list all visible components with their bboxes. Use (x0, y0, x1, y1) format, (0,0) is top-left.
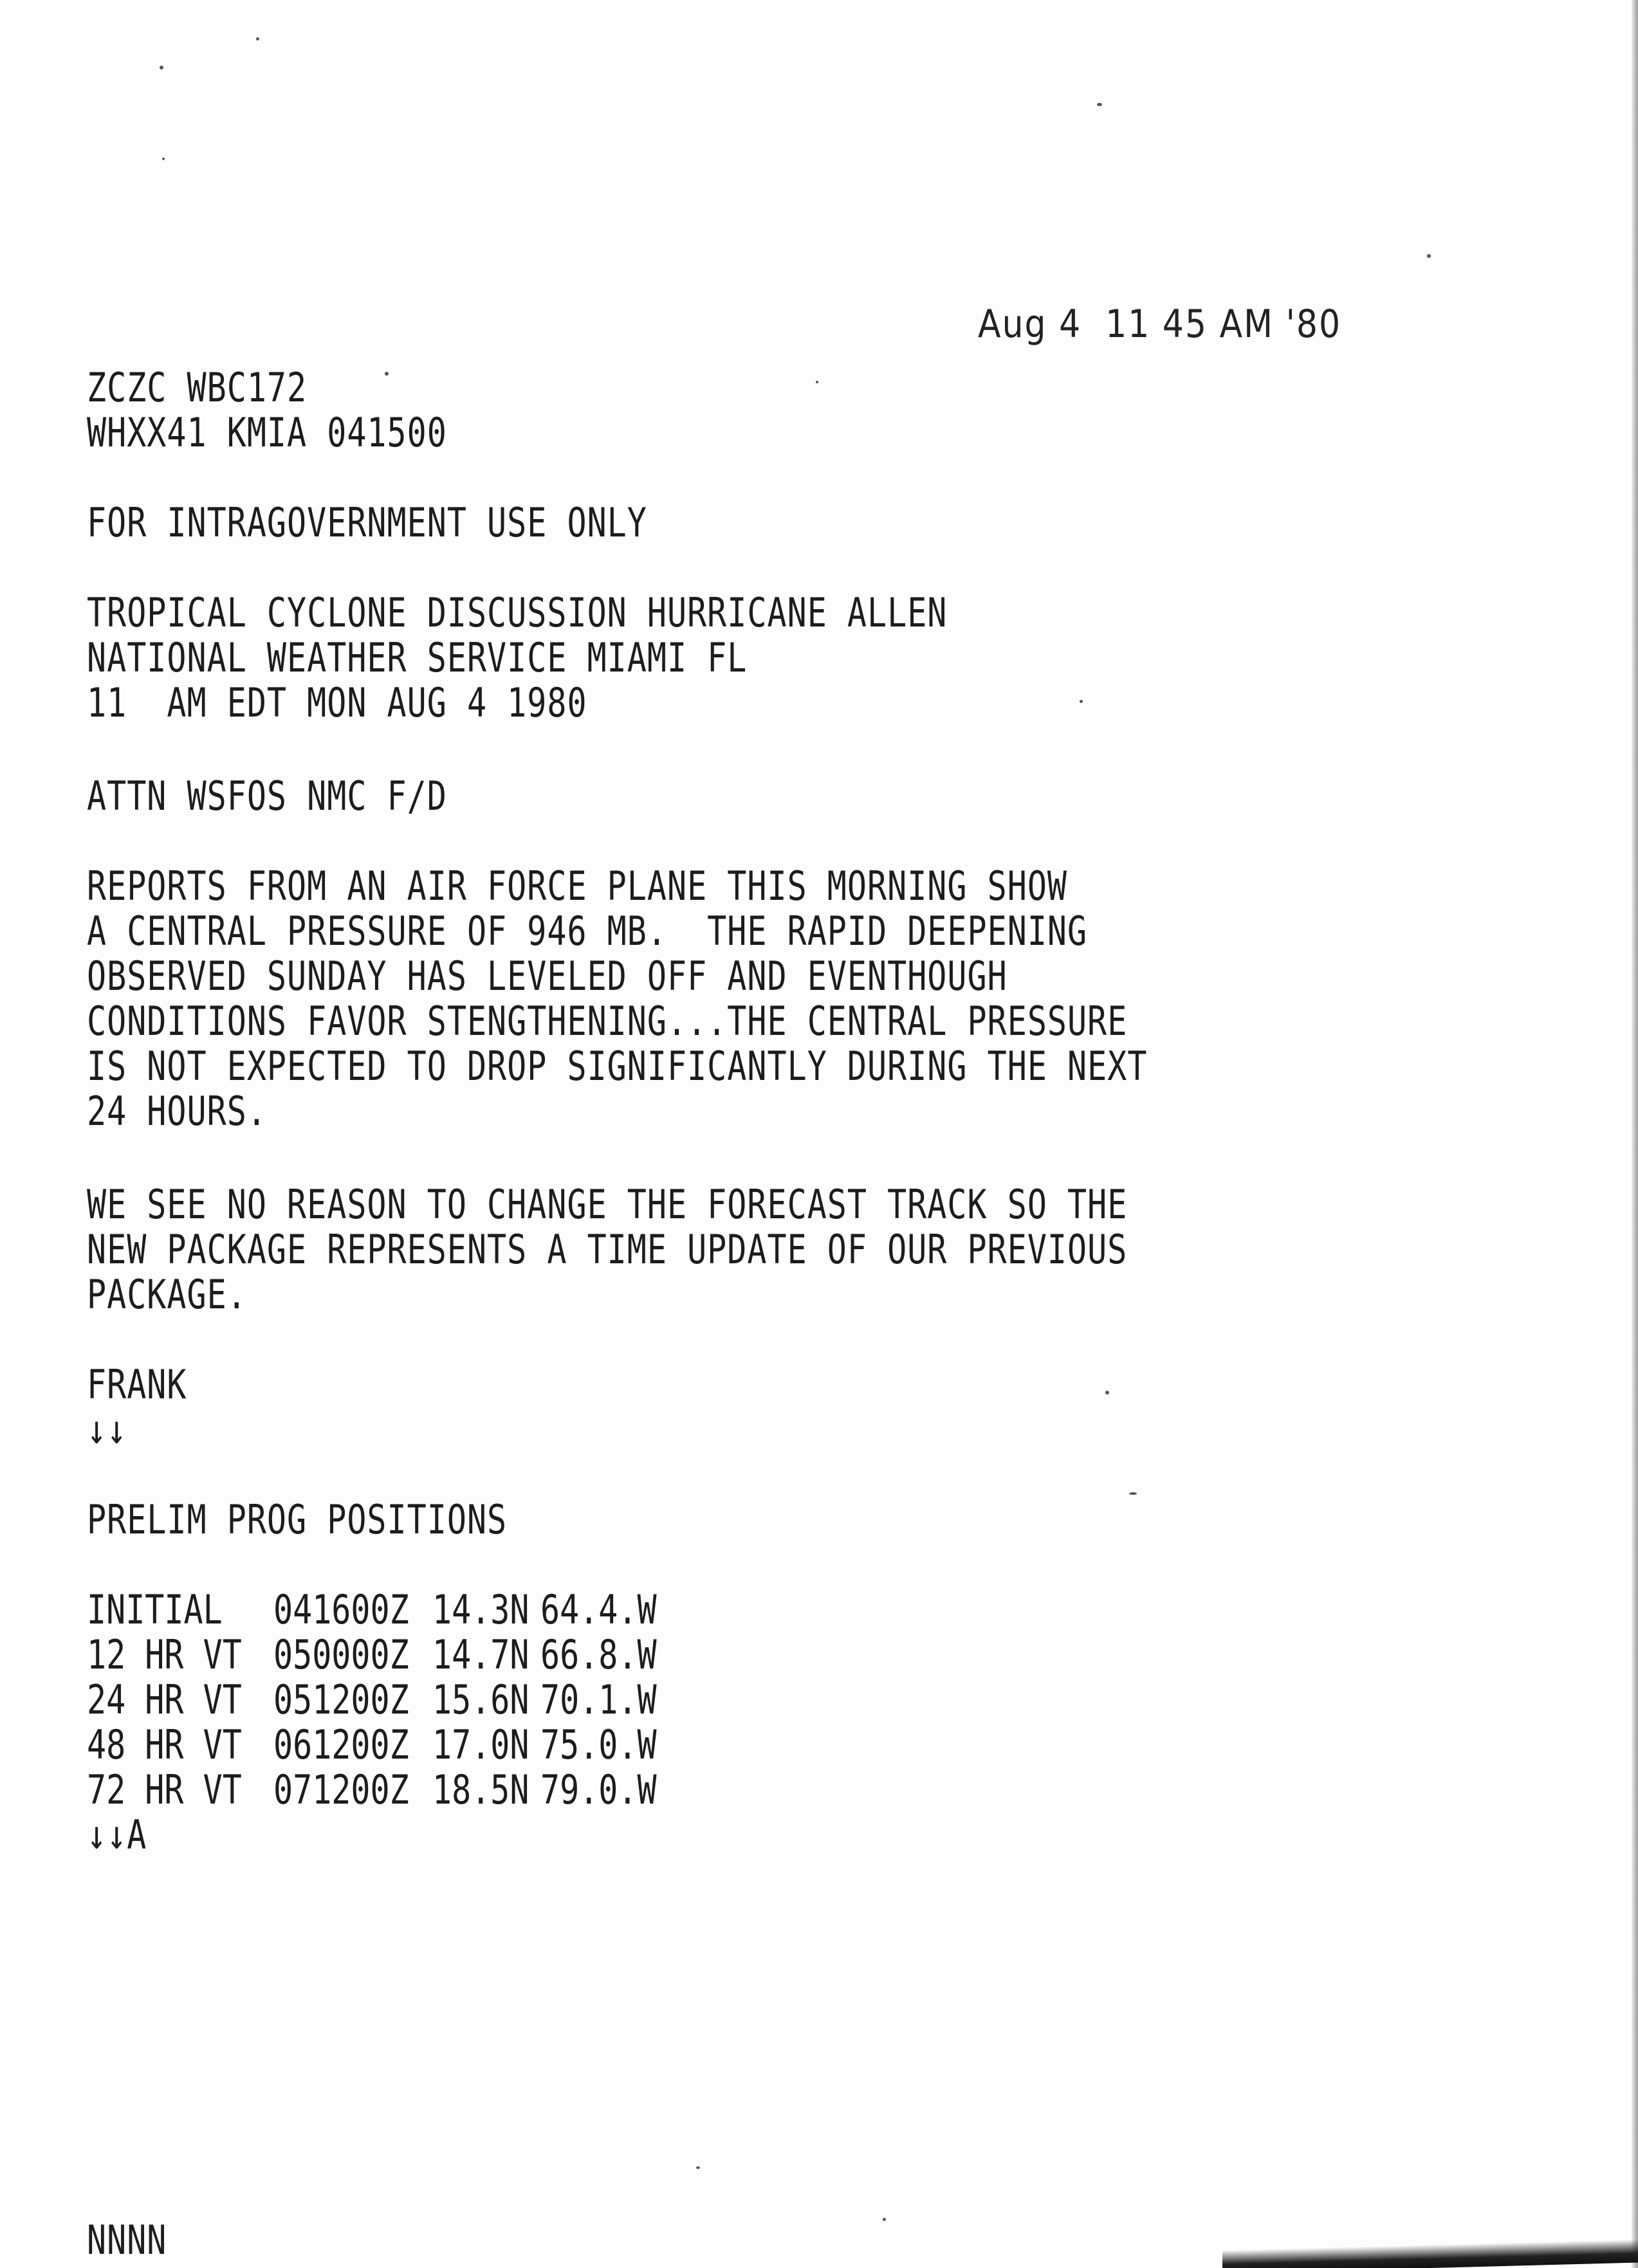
paragraph-2-line: WE SEE NO REASON TO CHANGE THE FORECAST TRACK SO THE (87, 1181, 1128, 1228)
prog-longitude: 75.0.W (540, 1721, 657, 1768)
end-marker: ↓↓ (87, 1406, 127, 1453)
title-line-2: NATIONAL WEATHER SERVICE MIAMI FL (87, 634, 748, 681)
prog-longitude: 79.0.W (540, 1766, 657, 1813)
prog-label: 24 HR VT (87, 1676, 242, 1723)
prog-latitude: 14.7N (432, 1631, 529, 1678)
prog-label: INITIAL (87, 1586, 223, 1633)
scan-speck (1129, 1492, 1137, 1495)
prog-time: 050000Z (273, 1631, 409, 1678)
paragraph-1-line: OBSERVED SUNDAY HAS LEVELED OFF AND EVENTHOUGH (87, 953, 1008, 1000)
scan-speck (385, 372, 389, 376)
title-line-3: 11 AM EDT MON AUG 4 1980 (87, 679, 587, 726)
scan-edge-shadow (1632, 0, 1638, 2268)
scan-speck (1097, 103, 1102, 106)
message-terminator: NNNN (87, 2217, 167, 2263)
paragraph-1-line: A CENTRAL PRESSURE OF 946 MB. THE RAPID DEEPENING (87, 908, 1088, 955)
scan-speck (1427, 254, 1431, 258)
paragraph-2-line: PACKAGE. (87, 1271, 247, 1318)
prog-longitude: 70.1.W (540, 1676, 657, 1723)
prog-latitude: 15.6N (432, 1676, 529, 1723)
prog-label: 12 HR VT (87, 1631, 242, 1678)
prog-positions-heading: PRELIM PROG POSITIONS (87, 1496, 508, 1543)
prog-label: 72 HR VT (87, 1766, 242, 1813)
paragraph-1-line: 24 HOURS. (87, 1088, 267, 1135)
restriction-notice: FOR INTRAGOVERNMENT USE ONLY (87, 499, 647, 546)
paragraph-1-line: REPORTS FROM AN AIR FORCE PLANE THIS MORNING SHOW (87, 863, 1068, 910)
prog-latitude: 17.0N (432, 1721, 529, 1768)
scan-edge-shadow (1222, 2240, 1638, 2268)
title-line-1: TROPICAL CYCLONE DISCUSSION HURRICANE ALLEN (87, 589, 948, 636)
prog-time: 061200Z (273, 1721, 409, 1768)
signature: FRANK (87, 1361, 187, 1408)
paragraph-1-line: CONDITIONS FAVOR STENGTHENING...THE CENTRAL PRESSURE (87, 998, 1128, 1045)
prog-row (87, 1766, 657, 2055)
prog-longitude: 64.4.W (540, 1586, 657, 1633)
prog-latitude: 18.5N (432, 1766, 529, 1813)
end-marker: ↓↓A (87, 1811, 147, 1858)
scan-speck (1105, 1391, 1109, 1395)
scan-speck (162, 158, 165, 160)
attention-line: ATTN WSFOS NMC F/D (87, 773, 447, 819)
scan-speck (256, 37, 259, 41)
prog-latitude: 14.3N (432, 1586, 529, 1633)
header-line-2: WHXX41 KMIA 041500 (87, 409, 447, 456)
header-line-1: ZCZC WBC172 (87, 364, 308, 411)
scan-speck (816, 381, 818, 383)
scan-speck (883, 2218, 886, 2221)
prog-longitude: 66.8.W (540, 1631, 657, 1678)
scan-speck (696, 2166, 700, 2169)
prog-time: 071200Z (273, 1766, 409, 1813)
scan-speck (1080, 700, 1083, 703)
paragraph-2-line: NEW PACKAGE REPRESENTS A TIME UPDATE OF OUR PREVIOUS (87, 1226, 1128, 1273)
received-timestamp-stamp: Aug 4 11 45 AM '80 (978, 302, 1342, 347)
paragraph-1-line: IS NOT EXPECTED TO DROP SIGNIFICANTLY DURING THE NEXT (87, 1043, 1148, 1090)
prog-time: 051200Z (273, 1676, 409, 1723)
prog-time: 041600Z (273, 1586, 409, 1633)
scan-speck (160, 66, 163, 69)
prog-label: 48 HR VT (87, 1721, 242, 1768)
